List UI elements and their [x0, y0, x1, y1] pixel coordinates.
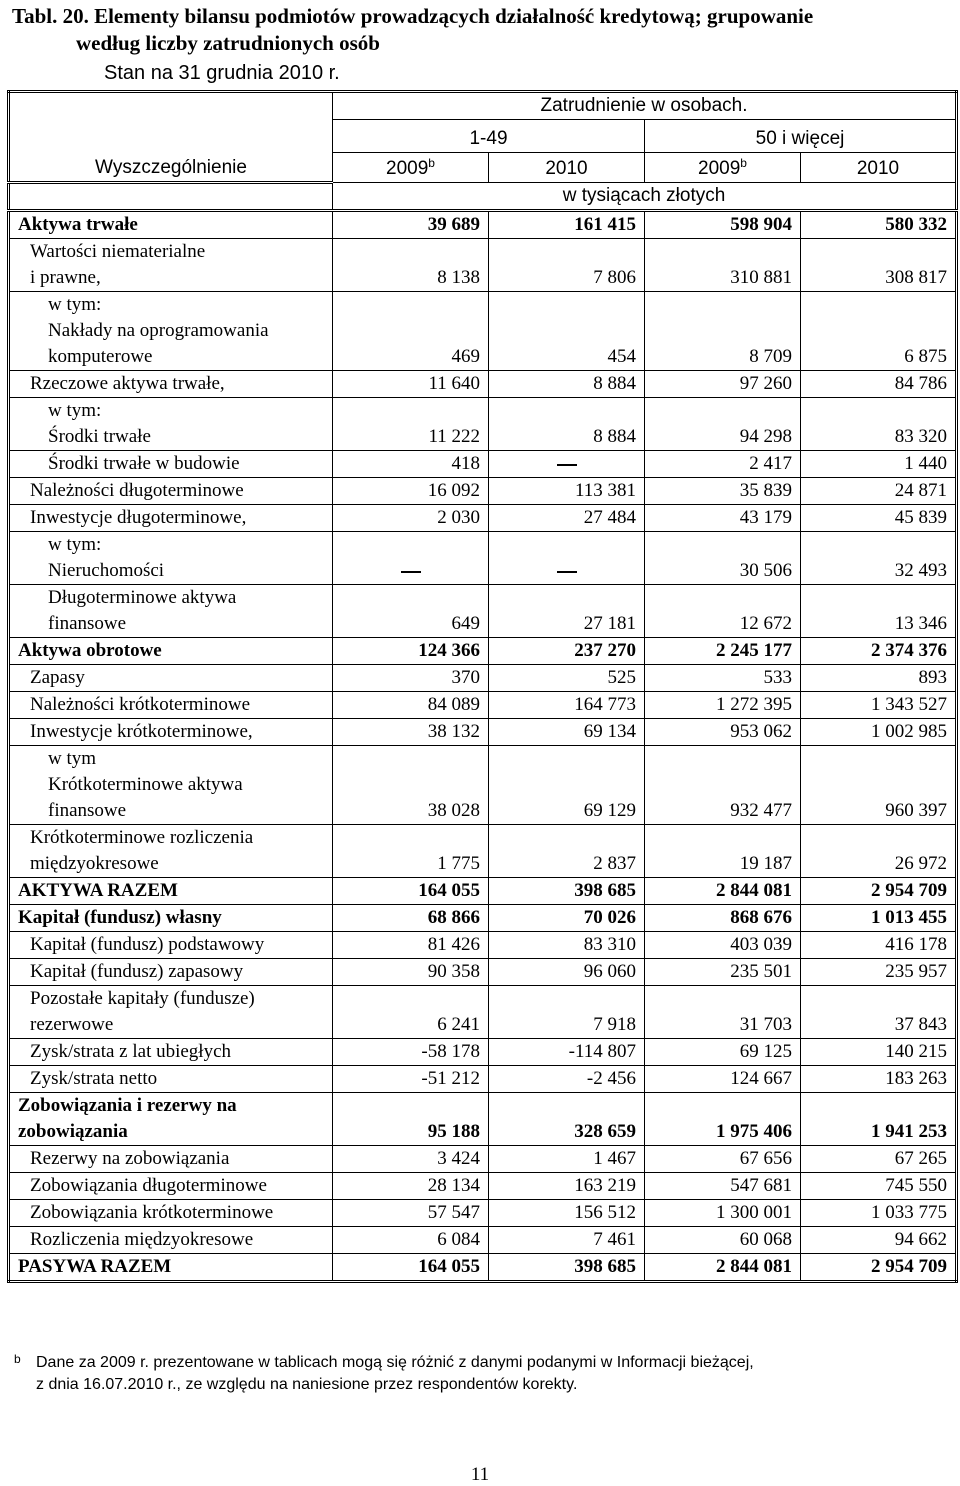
- row-value: -114 807: [489, 1039, 645, 1066]
- row-value: 83 310: [489, 932, 645, 959]
- row-label-text: Nieruchomości: [48, 560, 165, 581]
- row-label-text: Aktywa trwałe: [18, 214, 138, 235]
- row-label-text: Zapasy: [30, 667, 85, 688]
- row-value: 960 397: [801, 746, 957, 825]
- row-value: 67 265: [801, 1146, 957, 1173]
- row-value: 161 415: [489, 211, 645, 239]
- row-value: 90 358: [333, 959, 489, 986]
- row-value: 60 068: [645, 1227, 801, 1254]
- row-value: 38 028: [333, 746, 489, 825]
- row-value: 94 662: [801, 1227, 957, 1254]
- table-row: [9, 1200, 957, 1227]
- table-row: [9, 878, 957, 905]
- row-value: 69 125: [645, 1039, 801, 1066]
- row-value: 57 547: [333, 1200, 489, 1227]
- row-value: 868 676: [645, 905, 801, 932]
- row-value: 418: [333, 451, 489, 478]
- row-value: -51 212: [333, 1066, 489, 1093]
- row-value: 69 134: [489, 719, 645, 746]
- table-title-line-2: według liczby zatrudnionych osób: [76, 31, 380, 55]
- row-value: 11 640: [333, 371, 489, 398]
- row-value: 27 484: [489, 505, 645, 532]
- table-row: [9, 692, 957, 719]
- row-value: 1 300 001: [645, 1200, 801, 1227]
- row-value: 2 417: [645, 451, 801, 478]
- row-value: 547 681: [645, 1173, 801, 1200]
- row-value: 164 055: [333, 1254, 489, 1282]
- row-value: 113 381: [489, 478, 645, 505]
- header-row-label: Wyszczególnienie: [9, 92, 333, 183]
- table-title: [12, 3, 952, 57]
- row-label-text: Środki trwałe w budowie: [48, 453, 240, 474]
- header-year-label: 2009: [386, 158, 429, 179]
- header-employment: Zatrudnienie w osobach.: [540, 95, 748, 116]
- row-label-text: Kapitał (fundusz) podstawowy: [30, 934, 265, 955]
- row-value: 7 461: [489, 1227, 645, 1254]
- row-value: 1 941 253: [801, 1093, 957, 1146]
- table-row: [9, 478, 957, 505]
- row-label-prefix: w tym: [48, 748, 97, 769]
- row-label-text: Kapitał (fundusz) zapasowy: [30, 961, 244, 982]
- row-value: 932 477: [645, 746, 801, 825]
- row-label: [9, 478, 333, 505]
- table-row: [9, 371, 957, 398]
- row-label-text-cont: międzyokresowe: [30, 853, 159, 874]
- row-value: 7 918: [489, 986, 645, 1039]
- row-value: 84 786: [801, 371, 957, 398]
- row-label-text: Kapitał (fundusz) własny: [18, 907, 222, 928]
- row-value: 163 219: [489, 1173, 645, 1200]
- row-value: 43 179: [645, 505, 801, 532]
- row-value: 403 039: [645, 932, 801, 959]
- row-value: 2 837: [489, 825, 645, 878]
- row-value: 164 055: [333, 878, 489, 905]
- row-value: [489, 451, 645, 478]
- row-value: 84 089: [333, 692, 489, 719]
- row-value: 1 272 395: [645, 692, 801, 719]
- row-value: 6 241: [333, 986, 489, 1039]
- header-year-label: 2009: [698, 158, 741, 179]
- row-value: 469: [333, 292, 489, 371]
- table-row: [9, 932, 957, 959]
- header-year-2009-b: [645, 153, 801, 183]
- row-value: 96 060: [489, 959, 645, 986]
- row-value: 124 667: [645, 1066, 801, 1093]
- row-value: [333, 532, 489, 585]
- row-value: 1 343 527: [801, 692, 957, 719]
- row-label: [9, 665, 333, 692]
- table-row: [9, 746, 957, 825]
- row-value: 1 975 406: [645, 1093, 801, 1146]
- row-label: [9, 451, 333, 478]
- row-label: [9, 746, 333, 825]
- no-data-dash: [557, 571, 577, 573]
- row-value: 70 026: [489, 905, 645, 932]
- row-value: 68 866: [333, 905, 489, 932]
- header-year-2010-b: 2010: [801, 153, 957, 183]
- row-label: [9, 1093, 333, 1146]
- balance-table: [7, 90, 958, 1283]
- row-value: 37 843: [801, 986, 957, 1039]
- row-value: 81 426: [333, 932, 489, 959]
- row-label-text: Krótkoterminowe rozliczenia: [30, 827, 254, 848]
- row-label: [9, 932, 333, 959]
- table-row: [9, 719, 957, 746]
- row-label: [9, 292, 333, 371]
- row-value: 525: [489, 665, 645, 692]
- row-label-text: Aktywa obrotowe: [18, 640, 162, 661]
- table-row: [9, 451, 957, 478]
- row-value: 1 467: [489, 1146, 645, 1173]
- row-value: 30 506: [645, 532, 801, 585]
- row-value: 124 366: [333, 638, 489, 665]
- row-value: 1 033 775: [801, 1200, 957, 1227]
- row-value: 95 188: [333, 1093, 489, 1146]
- row-value: 67 656: [645, 1146, 801, 1173]
- row-value: 31 703: [645, 986, 801, 1039]
- row-label: [9, 398, 333, 451]
- row-value: 2 374 376: [801, 638, 957, 665]
- row-label-text: Środki trwałe: [48, 426, 151, 447]
- row-label: [9, 1254, 333, 1282]
- row-label-text: Nakłady na oprogramowania: [48, 320, 269, 341]
- table-row: [9, 585, 957, 638]
- row-value: 27 181: [489, 585, 645, 638]
- row-label-prefix: w tym:: [48, 400, 102, 421]
- row-value: 83 320: [801, 398, 957, 451]
- row-value: 45 839: [801, 505, 957, 532]
- row-value: 11 222: [333, 398, 489, 451]
- row-value: 2 954 709: [801, 878, 957, 905]
- row-label: [9, 532, 333, 585]
- row-value: 416 178: [801, 932, 957, 959]
- row-label: [9, 638, 333, 665]
- row-value: 39 689: [333, 211, 489, 239]
- row-value: 580 332: [801, 211, 957, 239]
- table-row: [9, 959, 957, 986]
- row-label-text-cont: finansowe: [48, 613, 127, 634]
- row-value: 156 512: [489, 1200, 645, 1227]
- row-value: 1 440: [801, 451, 957, 478]
- row-value: 7 806: [489, 239, 645, 292]
- row-value: 32 493: [801, 532, 957, 585]
- row-value: 12 672: [645, 585, 801, 638]
- row-label: [9, 1173, 333, 1200]
- row-value: 19 187: [645, 825, 801, 878]
- header-year-2009-a: [333, 153, 489, 183]
- row-label: [9, 585, 333, 638]
- row-value: 2 844 081: [645, 1254, 801, 1282]
- row-value: 8 884: [489, 371, 645, 398]
- row-value: 2 030: [333, 505, 489, 532]
- row-value: 13 346: [801, 585, 957, 638]
- row-value: 398 685: [489, 878, 645, 905]
- row-label-text: Należności długoterminowe: [30, 480, 244, 501]
- row-value: 398 685: [489, 1254, 645, 1282]
- row-label: [9, 1227, 333, 1254]
- row-label: [9, 1146, 333, 1173]
- row-value: 94 298: [645, 398, 801, 451]
- row-value: 24 871: [801, 478, 957, 505]
- row-label-text-cont: rezerwowe: [30, 1014, 114, 1035]
- row-label-text: Wartości niematerialne: [30, 241, 206, 262]
- table-row: [9, 1254, 957, 1282]
- row-label-text: Zobowiązania długoterminowe: [30, 1175, 267, 1196]
- footnote-line-1: Dane za 2009 r. prezentowane w tablicach mogą się różnić z danymi podanymi w Informacji bieżącej,: [36, 1354, 754, 1371]
- row-value: 164 773: [489, 692, 645, 719]
- row-value: 370: [333, 665, 489, 692]
- row-label-text: Rezerwy na zobowiązania: [30, 1148, 230, 1169]
- row-label-text: Należności krótkoterminowe: [30, 694, 251, 715]
- header-unit: w tysiącach złotych: [333, 183, 957, 211]
- row-label: [9, 825, 333, 878]
- row-label-text: Długoterminowe aktywa: [48, 587, 237, 608]
- table-row: [9, 398, 957, 451]
- table-row: [9, 1173, 957, 1200]
- row-value: -58 178: [333, 1039, 489, 1066]
- table-row: [9, 986, 957, 1039]
- footnote: [14, 1352, 934, 1396]
- row-value: 8 709: [645, 292, 801, 371]
- row-value: 2 245 177: [645, 638, 801, 665]
- row-label-text: Rozliczenia międzyokresowe: [30, 1229, 254, 1250]
- row-value: 26 972: [801, 825, 957, 878]
- footnote-marker: b: [428, 156, 435, 170]
- row-value: 310 881: [645, 239, 801, 292]
- table-row: [9, 825, 957, 878]
- row-label-text: Zobowiązania krótkoterminowe: [30, 1202, 274, 1223]
- table-row: [9, 292, 957, 371]
- table-row: [9, 1146, 957, 1173]
- row-value: -2 456: [489, 1066, 645, 1093]
- row-value: 6 875: [801, 292, 957, 371]
- table-row: [9, 211, 957, 239]
- row-value: 2 844 081: [645, 878, 801, 905]
- table-row: [9, 1227, 957, 1254]
- row-value: 6 084: [333, 1227, 489, 1254]
- table-row: [9, 638, 957, 665]
- row-label: [9, 719, 333, 746]
- row-label-text: Pozostałe kapitały (fundusze): [30, 988, 255, 1009]
- row-value: 308 817: [801, 239, 957, 292]
- row-value: 745 550: [801, 1173, 957, 1200]
- row-value: 16 092: [333, 478, 489, 505]
- row-value: 28 134: [333, 1173, 489, 1200]
- table-row: [9, 532, 957, 585]
- row-label: [9, 959, 333, 986]
- table-row: [9, 1093, 957, 1146]
- footnote-mark: b: [14, 1352, 21, 1366]
- row-label: [9, 878, 333, 905]
- row-label-text-cont: komputerowe: [48, 346, 153, 367]
- table-row: [9, 1066, 957, 1093]
- row-value: 893: [801, 665, 957, 692]
- row-value: 1 013 455: [801, 905, 957, 932]
- row-value: 8 884: [489, 398, 645, 451]
- row-value: 35 839: [645, 478, 801, 505]
- footnote-line-2: z dnia 16.07.2010 r., ze względu na naniesione przez respondentów korekty.: [36, 1376, 578, 1393]
- table-row: [9, 505, 957, 532]
- row-label-text: Krótkoterminowe aktywa: [48, 774, 243, 795]
- no-data-dash: [401, 571, 421, 573]
- table-title-line-1: Tabl. 20. Elementy bilansu podmiotów prowadzących działalność kredytową; grupowanie: [12, 4, 814, 28]
- header-spacer: [9, 183, 333, 211]
- row-label-text: AKTYWA RAZEM: [18, 880, 178, 901]
- row-label-text: Zysk/strata z lat ubiegłych: [30, 1041, 232, 1062]
- row-label: [9, 239, 333, 292]
- row-label: [9, 505, 333, 532]
- row-value: 235 957: [801, 959, 957, 986]
- row-value: 69 129: [489, 746, 645, 825]
- table-body: [9, 211, 957, 1282]
- row-label-text: Zysk/strata netto: [30, 1068, 158, 1089]
- row-value: 235 501: [645, 959, 801, 986]
- row-value: 1 775: [333, 825, 489, 878]
- row-value: 328 659: [489, 1093, 645, 1146]
- row-label-text: Zobowiązania i rezerwy na: [18, 1095, 237, 1116]
- row-label-prefix: w tym:: [48, 534, 102, 555]
- row-value: 454: [489, 292, 645, 371]
- table-row: [9, 665, 957, 692]
- row-value: [489, 532, 645, 585]
- row-value: 598 904: [645, 211, 801, 239]
- row-label: [9, 1200, 333, 1227]
- table-row: [9, 1039, 957, 1066]
- row-label: [9, 905, 333, 932]
- footnote-marker: b: [740, 156, 747, 170]
- row-label: [9, 1039, 333, 1066]
- row-label-text-cont: zobowiązania: [18, 1121, 128, 1142]
- row-value: 140 215: [801, 1039, 957, 1066]
- row-label-text: Inwestycje krótkoterminowe,: [30, 721, 253, 742]
- header-year-2010-a: 2010: [489, 153, 645, 183]
- header-group-1-49: 1-49: [333, 120, 645, 153]
- row-label: [9, 986, 333, 1039]
- row-value: 2 954 709: [801, 1254, 957, 1282]
- row-label: [9, 1066, 333, 1093]
- row-label: [9, 211, 333, 239]
- row-value: 183 263: [801, 1066, 957, 1093]
- page-number: 11: [470, 1464, 490, 1485]
- row-label-text: Inwestycje długoterminowe,: [30, 507, 247, 528]
- row-label: [9, 692, 333, 719]
- row-label: [9, 371, 333, 398]
- row-value: 533: [645, 665, 801, 692]
- header-group-50-plus: 50 i więcej: [645, 120, 957, 153]
- row-label-text-cont: finansowe: [48, 800, 127, 821]
- table-row: [9, 239, 957, 292]
- row-label-text: PASYWA RAZEM: [18, 1256, 172, 1277]
- row-value: 97 260: [645, 371, 801, 398]
- row-value: 237 270: [489, 638, 645, 665]
- row-value: 953 062: [645, 719, 801, 746]
- row-value: 8 138: [333, 239, 489, 292]
- row-value: 38 132: [333, 719, 489, 746]
- row-label-text: Rzeczowe aktywa trwałe,: [30, 373, 225, 394]
- row-value: 1 002 985: [801, 719, 957, 746]
- row-value: 649: [333, 585, 489, 638]
- no-data-dash: [557, 464, 577, 466]
- row-label-text-cont: i prawne,: [30, 267, 101, 288]
- table-row: [9, 905, 957, 932]
- row-value: 3 424: [333, 1146, 489, 1173]
- table-subtitle: Stan na 31 grudnia 2010 r.: [104, 62, 340, 84]
- row-label-prefix: w tym:: [48, 294, 102, 315]
